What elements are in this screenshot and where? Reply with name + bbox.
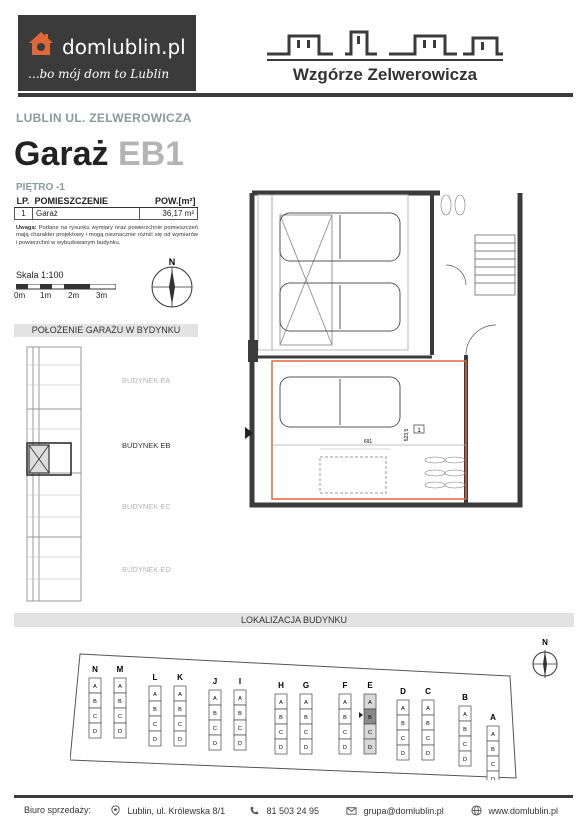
site-building-label: E xyxy=(367,681,373,690)
site-segment-label: C xyxy=(213,726,217,732)
garage-label: Garaż xyxy=(14,135,109,173)
site-building-label: J xyxy=(212,677,218,686)
cell-area: 36,17 m² xyxy=(140,208,198,220)
site-segment-label: A xyxy=(343,700,347,706)
room-number-label: 1 xyxy=(417,428,421,434)
disclaimer-note xyxy=(16,225,198,247)
site-building-label: H xyxy=(278,681,284,690)
site-segment-label: D xyxy=(426,751,430,757)
floor-label: PIĘTRO -1 xyxy=(16,182,65,193)
footer-web[interactable] xyxy=(471,805,558,816)
site-building-label: M xyxy=(116,665,124,674)
site-building-k xyxy=(174,673,186,746)
site-building-label: F xyxy=(342,681,348,690)
col-header-lp: LP. xyxy=(15,195,33,208)
site-segment-label: C xyxy=(178,722,182,728)
site-segment-label: D xyxy=(463,757,467,763)
site-segment-label: D xyxy=(153,737,157,743)
table-row xyxy=(15,208,198,220)
col-header-area: POW.[m²] xyxy=(140,195,198,208)
site-segment-label: B xyxy=(153,707,157,713)
phone-icon xyxy=(249,805,260,816)
site-segment-label: B xyxy=(304,715,308,721)
site-building-label: C xyxy=(425,687,431,696)
site-segment-label: D xyxy=(118,729,122,735)
site-pointer-icon xyxy=(359,712,363,718)
site-boundary xyxy=(70,654,516,778)
house-icon xyxy=(27,29,55,57)
north-compass-icon xyxy=(148,257,196,309)
site-segment-label: B xyxy=(178,707,182,713)
site-segment-label: B xyxy=(343,715,347,721)
site-segment-label: C xyxy=(93,714,97,720)
site-building-j xyxy=(209,677,221,750)
site-segment-label: B xyxy=(93,699,97,705)
site-segment-label: B xyxy=(238,711,242,717)
site-segment-label: A xyxy=(463,712,467,718)
cell-lp: 1 xyxy=(15,208,33,220)
site-building-f xyxy=(339,681,351,754)
section-header-location-in-building: POŁOŻENIE GARAŻU W BYDYNKU xyxy=(14,324,198,337)
site-segment-label: A xyxy=(238,696,242,702)
logo-slogan: ...bo mój dom to Lublin xyxy=(28,67,170,81)
note-title: Uwaga: xyxy=(16,225,37,231)
brand-title: Wzgórze Zelwerowicza xyxy=(292,65,478,84)
scale-tick-0: 0m xyxy=(14,291,26,300)
site-building-label: B xyxy=(462,693,468,702)
site-segment-label: C xyxy=(118,714,122,720)
site-segment-label: C xyxy=(279,730,283,736)
site-building-l xyxy=(149,673,161,746)
site-segment-label: D xyxy=(213,741,217,747)
site-building-label: D xyxy=(400,687,406,696)
site-building-m xyxy=(114,665,126,738)
site-building-h xyxy=(275,681,287,754)
dim-height-label: 523,5 xyxy=(404,428,410,442)
site-segment-label: A xyxy=(118,684,122,690)
site-segment-label: A xyxy=(426,706,430,712)
scale-bar xyxy=(16,284,116,290)
site-segment-label: C xyxy=(368,730,372,736)
rooms-table xyxy=(14,195,198,220)
footer-label: Biuro sprzedaży: xyxy=(24,805,92,815)
site-segment-label: B xyxy=(279,715,283,721)
footer-divider xyxy=(14,795,573,798)
site-segment-label: D xyxy=(93,729,97,735)
site-segment-label: C xyxy=(153,722,157,728)
col-header-room: POMIESZCZENIE xyxy=(33,195,140,208)
page-title xyxy=(14,135,184,174)
building-section-diagram xyxy=(25,345,85,603)
site-segment-label: A xyxy=(368,700,372,706)
development-brand xyxy=(255,20,515,90)
address-label: LUBLIN UL. ZELWEROWICZA xyxy=(16,111,192,125)
site-building-label: N xyxy=(92,665,98,674)
site-segment-label: D xyxy=(343,745,347,751)
site-segment-label: B xyxy=(213,711,217,717)
site-segment-label: A xyxy=(304,700,308,706)
note-text: Podane na rysunku wymiary oraz powierzchnie pomieszczeń mają charakter projektowy i mogą nieznacznie różnić się od wymiarów i powierzchni w wybudowanym budynku. xyxy=(16,225,198,246)
site-building-c xyxy=(422,687,434,760)
site-segment-label: A xyxy=(279,700,283,706)
cell-room: Garaż xyxy=(33,208,140,220)
compass-n-label: N xyxy=(542,638,548,647)
site-building-label: K xyxy=(177,673,183,682)
site-segment-label: A xyxy=(178,692,182,698)
building-label-ed: BUDYNEK ED xyxy=(122,565,171,574)
site-segment-label: C xyxy=(304,730,308,736)
building-label-ea: BUDYNEK EA xyxy=(122,376,171,385)
floor-plan xyxy=(240,185,530,510)
site-building-e xyxy=(359,681,376,754)
dim-width-label: 691 xyxy=(363,439,373,445)
mail-icon xyxy=(346,805,357,816)
site-segment-label: A xyxy=(93,684,97,690)
site-segment-label: A xyxy=(153,692,157,698)
site-building-label: G xyxy=(302,681,310,690)
site-segment-label: C xyxy=(463,742,467,748)
site-segment-label: B xyxy=(368,715,372,721)
footer-address xyxy=(110,805,225,816)
footer-address-text: Lublin, ul. Królewska 8/1 xyxy=(127,806,226,816)
site-segment-label: B xyxy=(491,747,495,753)
site-segment-label: A xyxy=(401,706,405,712)
garage-code: EB1 xyxy=(117,135,185,173)
building-label-eb: BUDYNEK EB xyxy=(122,441,171,450)
site-segment-label: B xyxy=(401,721,405,727)
footer-email-text: grupa@domlublin.pl xyxy=(363,806,444,816)
site-segment-label: D xyxy=(238,741,242,747)
site-building-d xyxy=(397,687,409,760)
site-segment-label: D xyxy=(368,745,372,751)
site-building-n xyxy=(89,665,101,738)
site-segment-label: C xyxy=(491,762,495,768)
site-segment-label: D xyxy=(304,745,308,751)
site-building-b xyxy=(459,693,471,766)
site-segment-label: A xyxy=(213,696,217,702)
site-building-a xyxy=(487,713,499,780)
site-segment-label: B xyxy=(463,727,467,733)
site-building-g xyxy=(300,681,312,754)
skyline-logo-icon xyxy=(267,24,503,64)
site-segment-label: B xyxy=(118,699,122,705)
site-building-i xyxy=(234,677,246,750)
site-segment-label: D xyxy=(401,751,405,757)
scale-tick-1: 1m xyxy=(40,291,52,300)
site-building-label: L xyxy=(152,673,158,682)
site-plan xyxy=(70,640,530,780)
site-segment-label: C xyxy=(238,726,242,732)
north-compass-icon xyxy=(530,636,560,680)
site-segment-label: B xyxy=(426,721,430,727)
site-segment-label: C xyxy=(343,730,347,736)
table-header-row xyxy=(15,195,198,208)
footer-phone-text: 81 503 24 95 xyxy=(266,806,320,816)
scale-label: Skala 1:100 xyxy=(16,270,64,280)
building-label-ec: BUDYNEK EC xyxy=(122,502,171,511)
globe-icon xyxy=(471,805,482,816)
site-segment-label: C xyxy=(401,736,405,742)
site-segment-label: D xyxy=(178,737,182,743)
section-header-building-location: LOKALIZACJA BUDYNKU xyxy=(14,613,574,627)
scale-tick-2: 2m xyxy=(68,291,80,300)
footer-phone xyxy=(249,805,319,816)
scale-tick-3: 3m xyxy=(96,291,108,300)
compass-n-label: N xyxy=(168,257,176,267)
site-segment-label: D xyxy=(279,745,283,751)
site-building-label: A xyxy=(490,713,496,722)
site-segment-label: C xyxy=(426,736,430,742)
site-building-label: I xyxy=(238,677,242,686)
location-pin-icon xyxy=(110,805,121,816)
site-segment-label: A xyxy=(491,732,495,738)
footer-email[interactable] xyxy=(346,805,444,816)
company-logo xyxy=(18,15,196,91)
footer-web-text: www.domlublin.pl xyxy=(488,806,559,816)
site-segment-label: D xyxy=(491,777,495,780)
header-divider xyxy=(18,93,573,97)
logo-name: domlublin.pl xyxy=(62,35,186,59)
